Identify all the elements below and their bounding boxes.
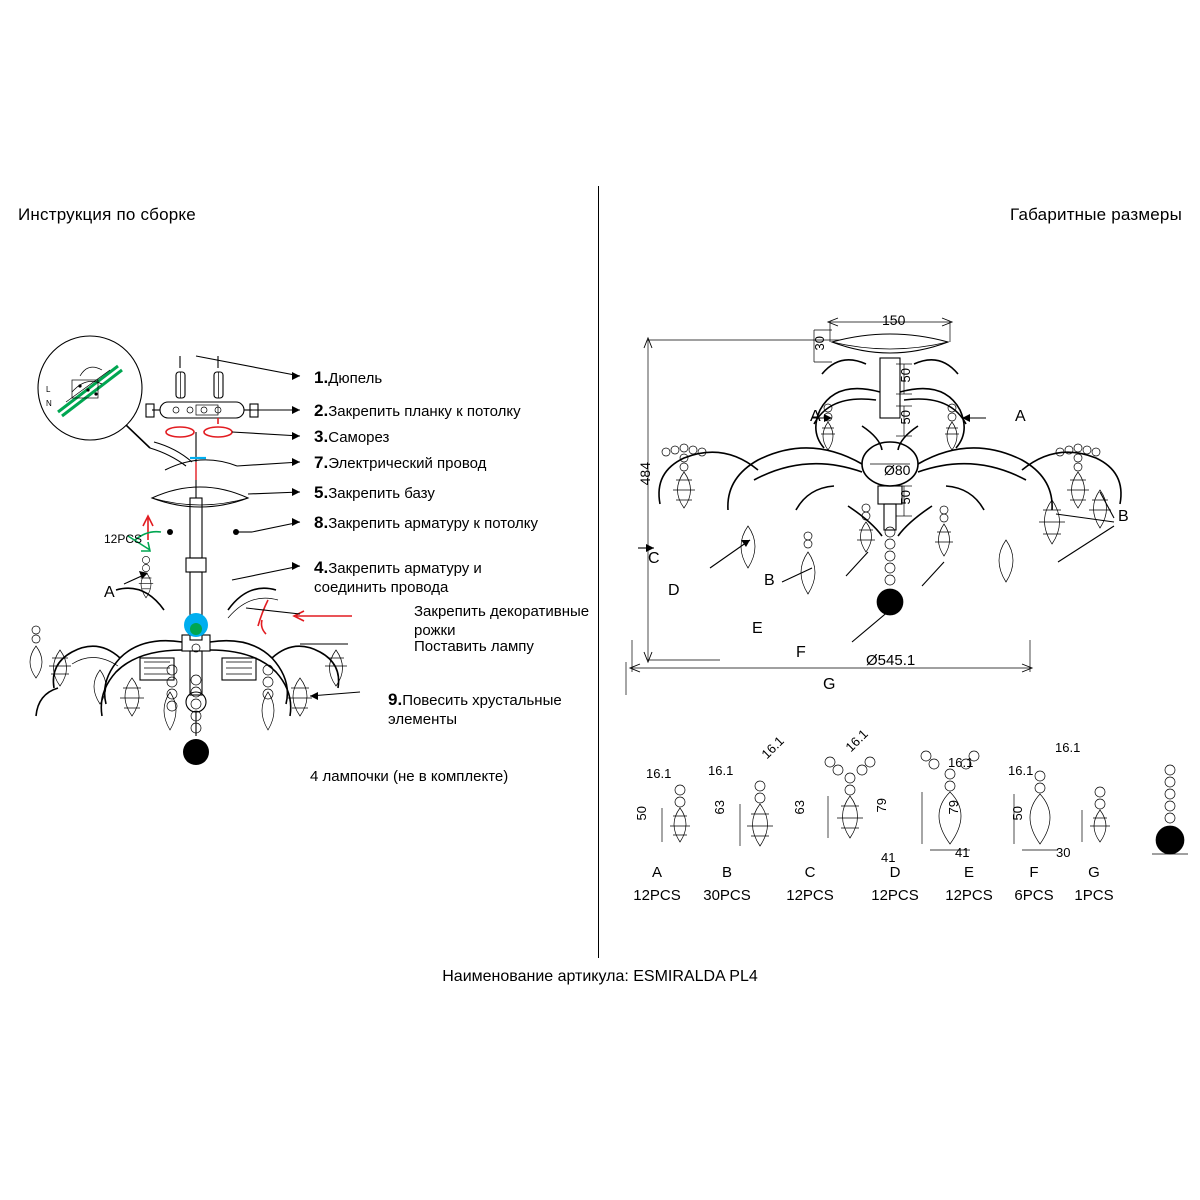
right-panel-title: Габаритные размеры <box>1010 205 1182 224</box>
dim-total-height: 484 <box>637 462 653 486</box>
dowel-parts <box>176 356 223 398</box>
step-8: 8.Закрепить арматуру к потолку <box>314 513 538 532</box>
legend-qty-c: 12PCS <box>786 886 834 904</box>
bulbs-note: 4 лампочки (не в комплекте) <box>310 768 509 785</box>
crystal-legend-shapes <box>620 720 1120 870</box>
dim-arm-lower: 50 <box>898 490 913 505</box>
svg-text:L: L <box>46 385 51 394</box>
legend-letter-e: E <box>963 864 974 881</box>
callout-f: F <box>796 644 806 661</box>
left-letter-a: A <box>104 584 115 601</box>
legend-item-d <box>856 862 934 907</box>
letter-a-arrow <box>124 571 148 584</box>
step-3: 3.Саморез <box>314 427 390 446</box>
dimension-crystals <box>662 404 1111 615</box>
center-drop-g <box>877 527 903 615</box>
legend-g-bottom: 30 <box>1056 845 1071 860</box>
callout-d: D <box>668 582 680 599</box>
legend-b-side: 63 <box>712 800 727 815</box>
base-plate <box>152 480 248 507</box>
callout-a-right: A <box>1015 408 1026 425</box>
legend-c-side: 63 <box>792 800 807 815</box>
legend-letter-d: D <box>889 864 901 881</box>
legend-f-side: 50 <box>1010 806 1025 821</box>
callout-b-right: B <box>1118 508 1129 525</box>
legend-e-side: 79 <box>946 800 961 815</box>
legend-e-top: 16.1 <box>948 755 974 770</box>
screw-parts <box>166 418 232 437</box>
legend-qty-g: 1PCS <box>1074 886 1114 904</box>
legend-d-top: 16.1 <box>842 726 871 755</box>
legend-a-top: 16.1 <box>646 766 672 781</box>
crystal-legend-shapes-2 <box>1060 720 1200 870</box>
legend-g-top: 16.1 <box>1055 740 1081 755</box>
detail-magnifier <box>38 336 150 448</box>
dim-top-height: 30 <box>812 336 827 351</box>
legend-qty-f: 6PCS <box>1014 886 1054 904</box>
legend-f-top: 16.1 <box>1008 763 1034 778</box>
center-rod <box>182 498 210 736</box>
dim-center-diameter: Ø80 <box>884 462 911 478</box>
legend-qty-b: 30PCS <box>703 886 751 904</box>
legend-item-c <box>771 862 849 907</box>
legend-letter-b: B <box>721 864 732 881</box>
legend-qty-d: 12PCS <box>871 886 919 904</box>
legend-qty-e: 12PCS <box>945 886 993 904</box>
legend-qty-a: 12PCS <box>633 886 681 904</box>
dim-arm-mid: 50 <box>898 410 913 425</box>
step-9: 9.Повесить хрустальные элементы <box>388 690 562 728</box>
mounting-bar <box>146 402 258 418</box>
step-decor-horns: Закрепить декоративные рожки <box>414 603 590 639</box>
legend-letter-g: G <box>1088 864 1100 881</box>
step-4: 4.Закрепить арматуру и соединить провода <box>314 558 482 596</box>
svg-text:N: N <box>46 399 52 408</box>
left-panel-title: Инструкция по сборке <box>18 205 196 224</box>
dim-total-diameter: Ø545.1 <box>866 652 916 669</box>
legend-c-top: 16.1 <box>758 733 787 762</box>
dim-top-width: 150 <box>882 312 906 328</box>
legend-letter-a: A <box>651 864 662 881</box>
legend-item-a <box>618 862 696 907</box>
legend-letter-f: F <box>1029 864 1039 881</box>
dimension-lines <box>626 318 1032 695</box>
article-name: Наименование артикула: ESMIRALDA PL4 <box>442 968 758 985</box>
step-2: 2.Закрепить планку к потолку <box>314 401 521 420</box>
step-1: 1.Дюпель <box>314 368 383 387</box>
callout-a-left: A <box>810 408 821 425</box>
legend-d-side: 79 <box>874 798 889 813</box>
callout-g: G <box>823 676 836 693</box>
legend-item-b <box>688 862 766 907</box>
electric-wire <box>165 432 237 480</box>
pcs-marker-label: 12PCS <box>104 532 143 546</box>
legend-d-bottom: 41 <box>881 850 896 865</box>
legend-item-g <box>1055 862 1133 907</box>
callout-e: E <box>752 620 763 637</box>
step-install-lamp: Поставить лампу <box>414 638 534 655</box>
callout-c: C <box>648 550 660 567</box>
legend-b-top: 16.1 <box>708 763 734 778</box>
step-5: 5.Закрепить базу <box>314 483 435 502</box>
dim-arm-upper: 50 <box>898 368 913 383</box>
legend-a-side: 50 <box>634 806 649 821</box>
legend-e-bottom: 41 <box>955 845 970 860</box>
callout-b-mid: B <box>764 572 775 589</box>
step-7: 7.Электрический провод <box>314 453 487 472</box>
upper-arms <box>814 360 966 450</box>
legend-letter-c: C <box>804 864 816 881</box>
ceiling-plate <box>832 334 948 418</box>
